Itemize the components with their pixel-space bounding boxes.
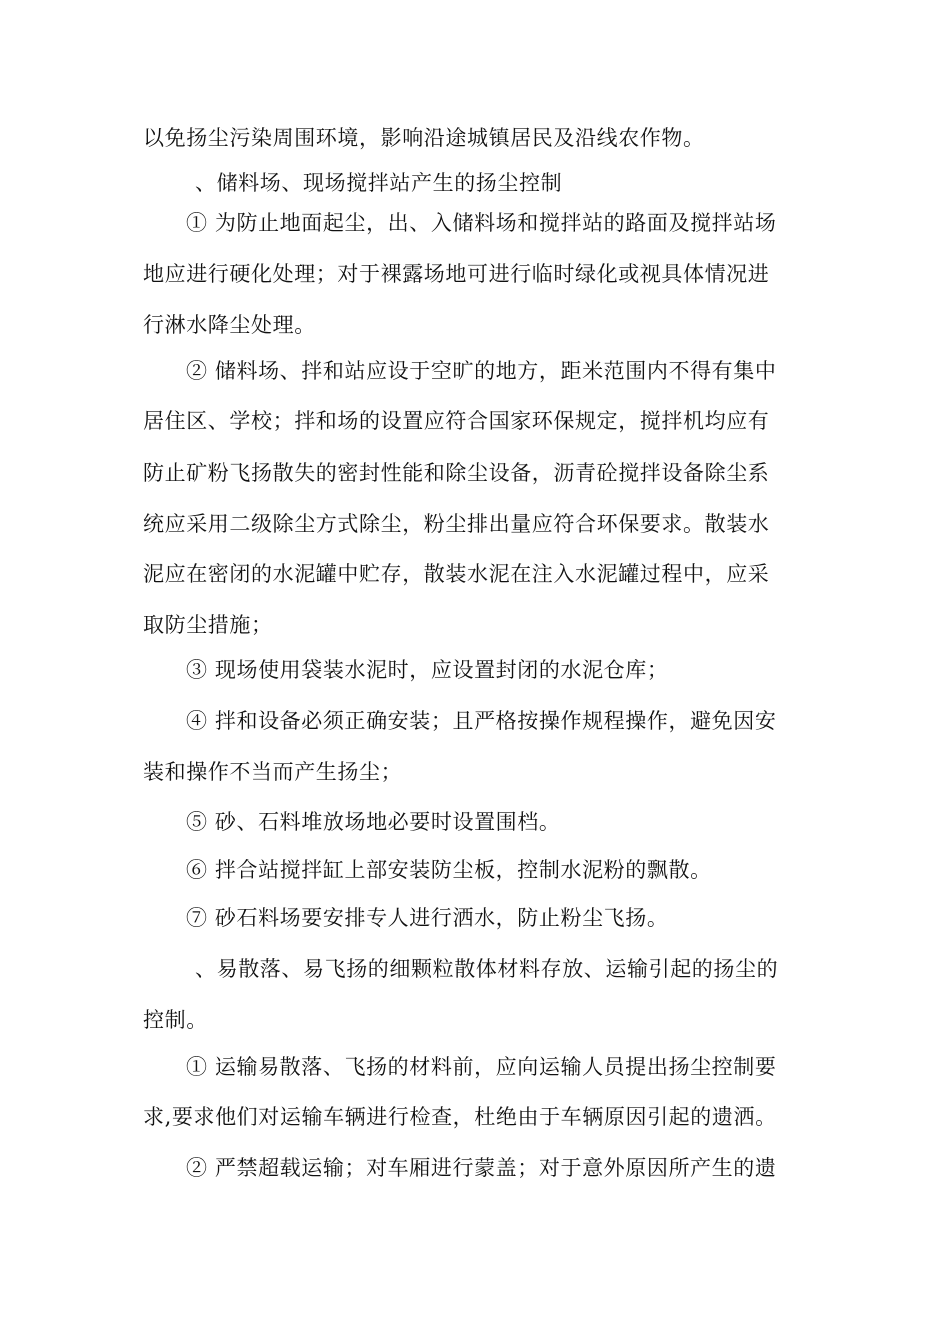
text-line: 统应采用二级除尘方式除尘，粉尘排出量应符合环保要求。散装水 <box>143 512 770 536</box>
section-heading: 、储料场、现场搅拌站产生的扬尘控制 <box>195 171 563 195</box>
text-line: 以免扬尘污染周围环境，影响沿途城镇居民及沿线农作物。 <box>143 126 705 150</box>
text-line: 地应进行硬化处理；对于裸露场地可进行临时绿化或视具体情况进 <box>143 262 770 286</box>
text-line: 泥应在密闭的水泥罐中贮存，散装水泥在注入水泥罐过程中，应采 <box>143 562 770 586</box>
text-line: 防止矿粉飞扬散失的密封性能和除尘设备，沥青砼搅拌设备除尘系 <box>143 461 770 485</box>
text-line: 求,要求他们对运输车辆进行检查，杜绝由于车辆原因引起的遗洒。 <box>143 1105 777 1129</box>
list-item-start: ④ 拌和设备必须正确安装；且严格按操作规程操作，避免因安 <box>186 709 777 733</box>
text-line: 取防尘措施； <box>143 613 273 637</box>
list-item-start: ① 为防止地面起尘，出、入储料场和搅拌站的路面及搅拌站场 <box>186 211 777 235</box>
list-item-start: ② 严禁超载运输；对车厢进行蒙盖；对于意外原因所产生的遗 <box>186 1156 777 1180</box>
list-item-start: ③ 现场使用袋装水泥时，应设置封闭的水泥仓库； <box>186 658 669 682</box>
list-item-start: ⑤ 砂、石料堆放场地必要时设置围档。 <box>186 810 561 834</box>
list-item-start: ① 运输易散落、飞扬的材料前，应向运输人员提出扬尘控制要 <box>186 1055 777 1079</box>
text-line: 行淋水降尘处理。 <box>143 313 316 337</box>
text-line: 装和操作不当而产生扬尘； <box>143 760 403 784</box>
section-heading: 、易散落、易飞扬的细颗粒散体材料存放、运输引起的扬尘的 <box>195 957 779 981</box>
list-item-start: ② 储料场、拌和站应设于空旷的地方，距米范围内不得有集中 <box>186 359 777 383</box>
list-item-start: ⑦ 砂石料场要安排专人进行洒水，防止粉尘飞扬。 <box>186 906 669 930</box>
list-item-start: ⑥ 拌合站搅拌缸上部安装防尘板，控制水泥粉的飘散。 <box>186 858 712 882</box>
text-line: 居住区、学校；拌和场的设置应符合国家环保规定，搅拌机均应有 <box>143 409 770 433</box>
text-line: 控制。 <box>143 1008 208 1032</box>
